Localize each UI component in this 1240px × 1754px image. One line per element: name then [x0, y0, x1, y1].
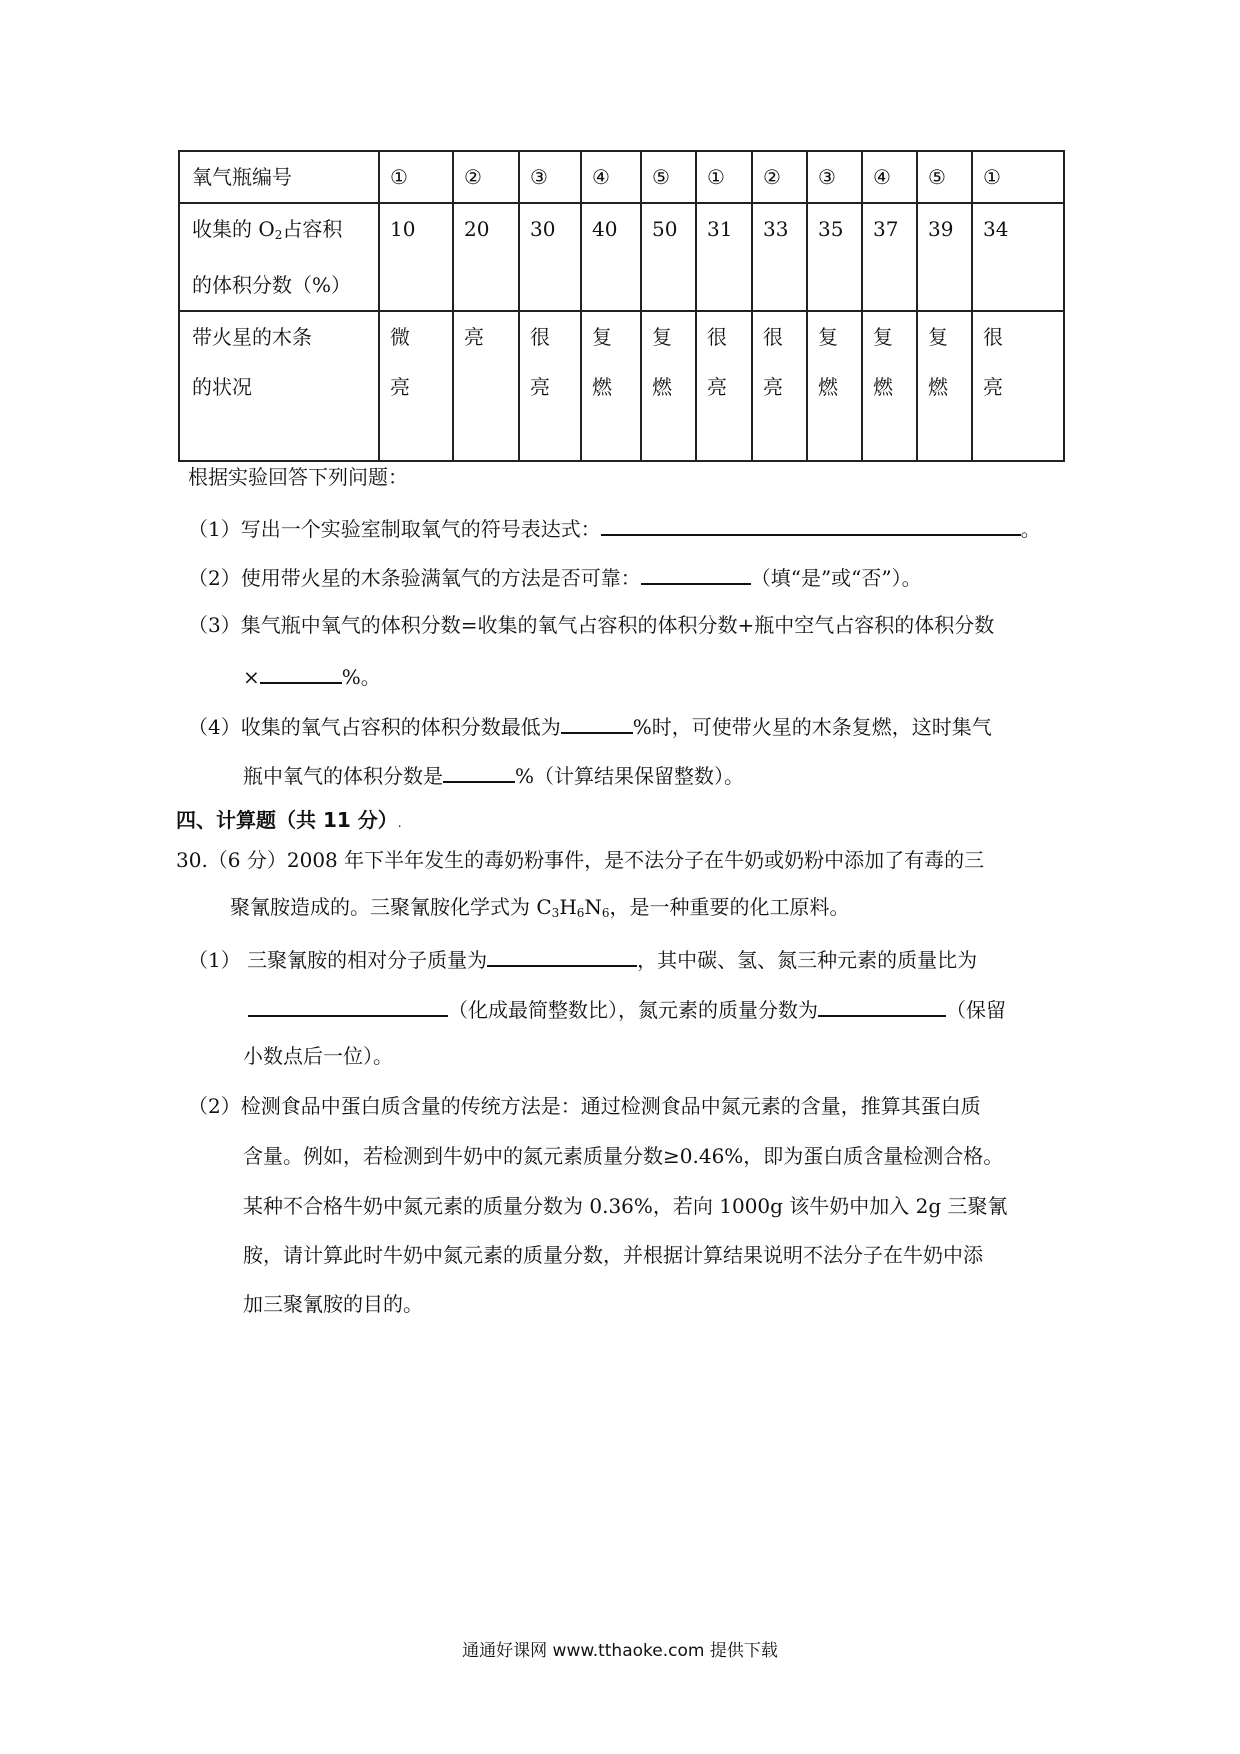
volume-fraction-cell: 10 — [379, 203, 453, 311]
volume-fraction-cell: 37 — [862, 203, 917, 311]
bottle-number-cell: ② — [453, 151, 519, 203]
volume-fraction-cell: 34 — [972, 203, 1064, 311]
bottle-number-cell: ③ — [519, 151, 581, 203]
bottle-number-cell: ② — [752, 151, 807, 203]
splint-status-cell: 很 亮 — [519, 311, 581, 461]
volume-fraction-cell: 39 — [917, 203, 972, 311]
bottle-number-cell: ① — [696, 151, 752, 203]
splint-status-cell: 复 燃 — [807, 311, 862, 461]
questions-intro: 根据实验回答下列问题： — [188, 465, 408, 489]
answer-blank[interactable] — [260, 660, 342, 684]
bottle-number-cell: ⑤ — [917, 151, 972, 203]
splint-status-cell: 很 亮 — [972, 311, 1064, 461]
question-4-line-2: 瓶中氧气的体积分数是 %（计算结果保留整数）。 — [243, 759, 744, 790]
splint-status-cell: 复 燃 — [862, 311, 917, 461]
volume-fraction-cell: 33 — [752, 203, 807, 311]
question-1: （1）写出一个实验室制取氧气的符号表达式： 。 — [188, 512, 1041, 543]
question-30-part-2-line-3: 某种不合格牛奶中氮元素的质量分数为 0.36%，若向 1000g 该牛奶中加入 2g 三聚氰 — [243, 1194, 1008, 1218]
volume-fraction-cell: 40 — [581, 203, 641, 311]
splint-status-cell: 亮 — [453, 311, 519, 461]
row-label-splint-status: 带火星的木条 的状况 — [179, 311, 379, 461]
answer-blank[interactable] — [818, 993, 946, 1017]
bottle-number-cell: ⑤ — [641, 151, 696, 203]
question-3-line-2: × %。 — [243, 660, 381, 691]
answer-blank[interactable] — [641, 561, 751, 585]
question-30: 30.（6 分）2008 年下半年发生的毒奶粉事件，是不法分子在牛奶或奶粉中添加了有毒的三 — [176, 848, 985, 872]
question-30-part-2-line-4: 胺，请计算此时牛奶中氮元素的质量分数，并根据计算结果说明不法分子在牛奶中添 — [243, 1243, 983, 1267]
question-30-part-1-line-2: （化成最简整数比），氮元素的质量分数为 （保留 — [248, 993, 1006, 1024]
question-3: （3）集气瓶中氧气的体积分数=收集的氧气占容积的体积分数+瓶中空气占容积的体积分数 — [188, 613, 995, 637]
volume-fraction-cell: 20 — [453, 203, 519, 311]
bottle-number-cell: ④ — [581, 151, 641, 203]
volume-fraction-cell: 30 — [519, 203, 581, 311]
question-4: （4）收集的氧气占容积的体积分数最低为 %时，可使带火星的木条复燃，这时集气 — [188, 710, 992, 741]
answer-blank[interactable] — [561, 710, 633, 734]
volume-fraction-cell: 35 — [807, 203, 862, 311]
answer-blank[interactable] — [443, 759, 515, 783]
splint-status-cell: 很 亮 — [752, 311, 807, 461]
question-2: （2）使用带火星的木条验满氧气的方法是否可靠： （填“是”或“否”）。 — [188, 561, 922, 592]
splint-status-cell: 复 燃 — [641, 311, 696, 461]
question-30-part-1: （1） 三聚氰胺的相对分子质量为 ，其中碳、氢、氮三种元素的质量比为 — [188, 943, 977, 974]
row-label-bottle-number: 氧气瓶编号 — [179, 151, 379, 203]
question-30-part-2-line-5: 加三聚氰胺的目的。 — [243, 1292, 423, 1316]
bottle-number-cell: ④ — [862, 151, 917, 203]
question-30-part-2: （2）检测食品中蛋白质含量的传统方法是：通过检测食品中氮元素的含量，推算其蛋白质 — [188, 1094, 981, 1118]
volume-fraction-cell: 50 — [641, 203, 696, 311]
page-footer: 通通好课网 www.tthaoke.com 提供下载 — [462, 1641, 778, 1661]
question-30-part-2-line-2: 含量。例如，若检测到牛奶中的氮元素质量分数≥0.46%，即为蛋白质含量检测合格。 — [243, 1144, 1004, 1168]
splint-status-cell: 复 燃 — [581, 311, 641, 461]
splint-status-cell: 复 燃 — [917, 311, 972, 461]
volume-fraction-cell: 31 — [696, 203, 752, 311]
question-30-part-1-line-3: 小数点后一位）。 — [243, 1044, 393, 1068]
bottle-number-cell: ① — [379, 151, 453, 203]
answer-blank[interactable] — [601, 512, 1021, 536]
bottle-number-cell: ① — [972, 151, 1064, 203]
section-title: 四、计算题（共 11 分）. — [176, 808, 402, 832]
table-row-volume-fraction — [179, 203, 1064, 311]
answer-blank[interactable] — [248, 993, 448, 1017]
row-label-volume-fraction: 收集的 $O_2$占容积 的体积分数（%） — [179, 203, 379, 311]
table-row-bottle-number — [179, 151, 1064, 203]
splint-status-cell: 微 亮 — [379, 311, 453, 461]
question-30-line-2: 聚氰胺造成的。三聚氰胺化学式为 $C_3H_6N_6$，是一种重要的化工原料。 — [230, 895, 850, 920]
oxygen-experiment-table — [178, 150, 1065, 462]
table-row-splint-status — [179, 311, 1064, 461]
answer-blank[interactable] — [487, 943, 637, 967]
splint-status-cell: 很 亮 — [696, 311, 752, 461]
bottle-number-cell: ③ — [807, 151, 862, 203]
